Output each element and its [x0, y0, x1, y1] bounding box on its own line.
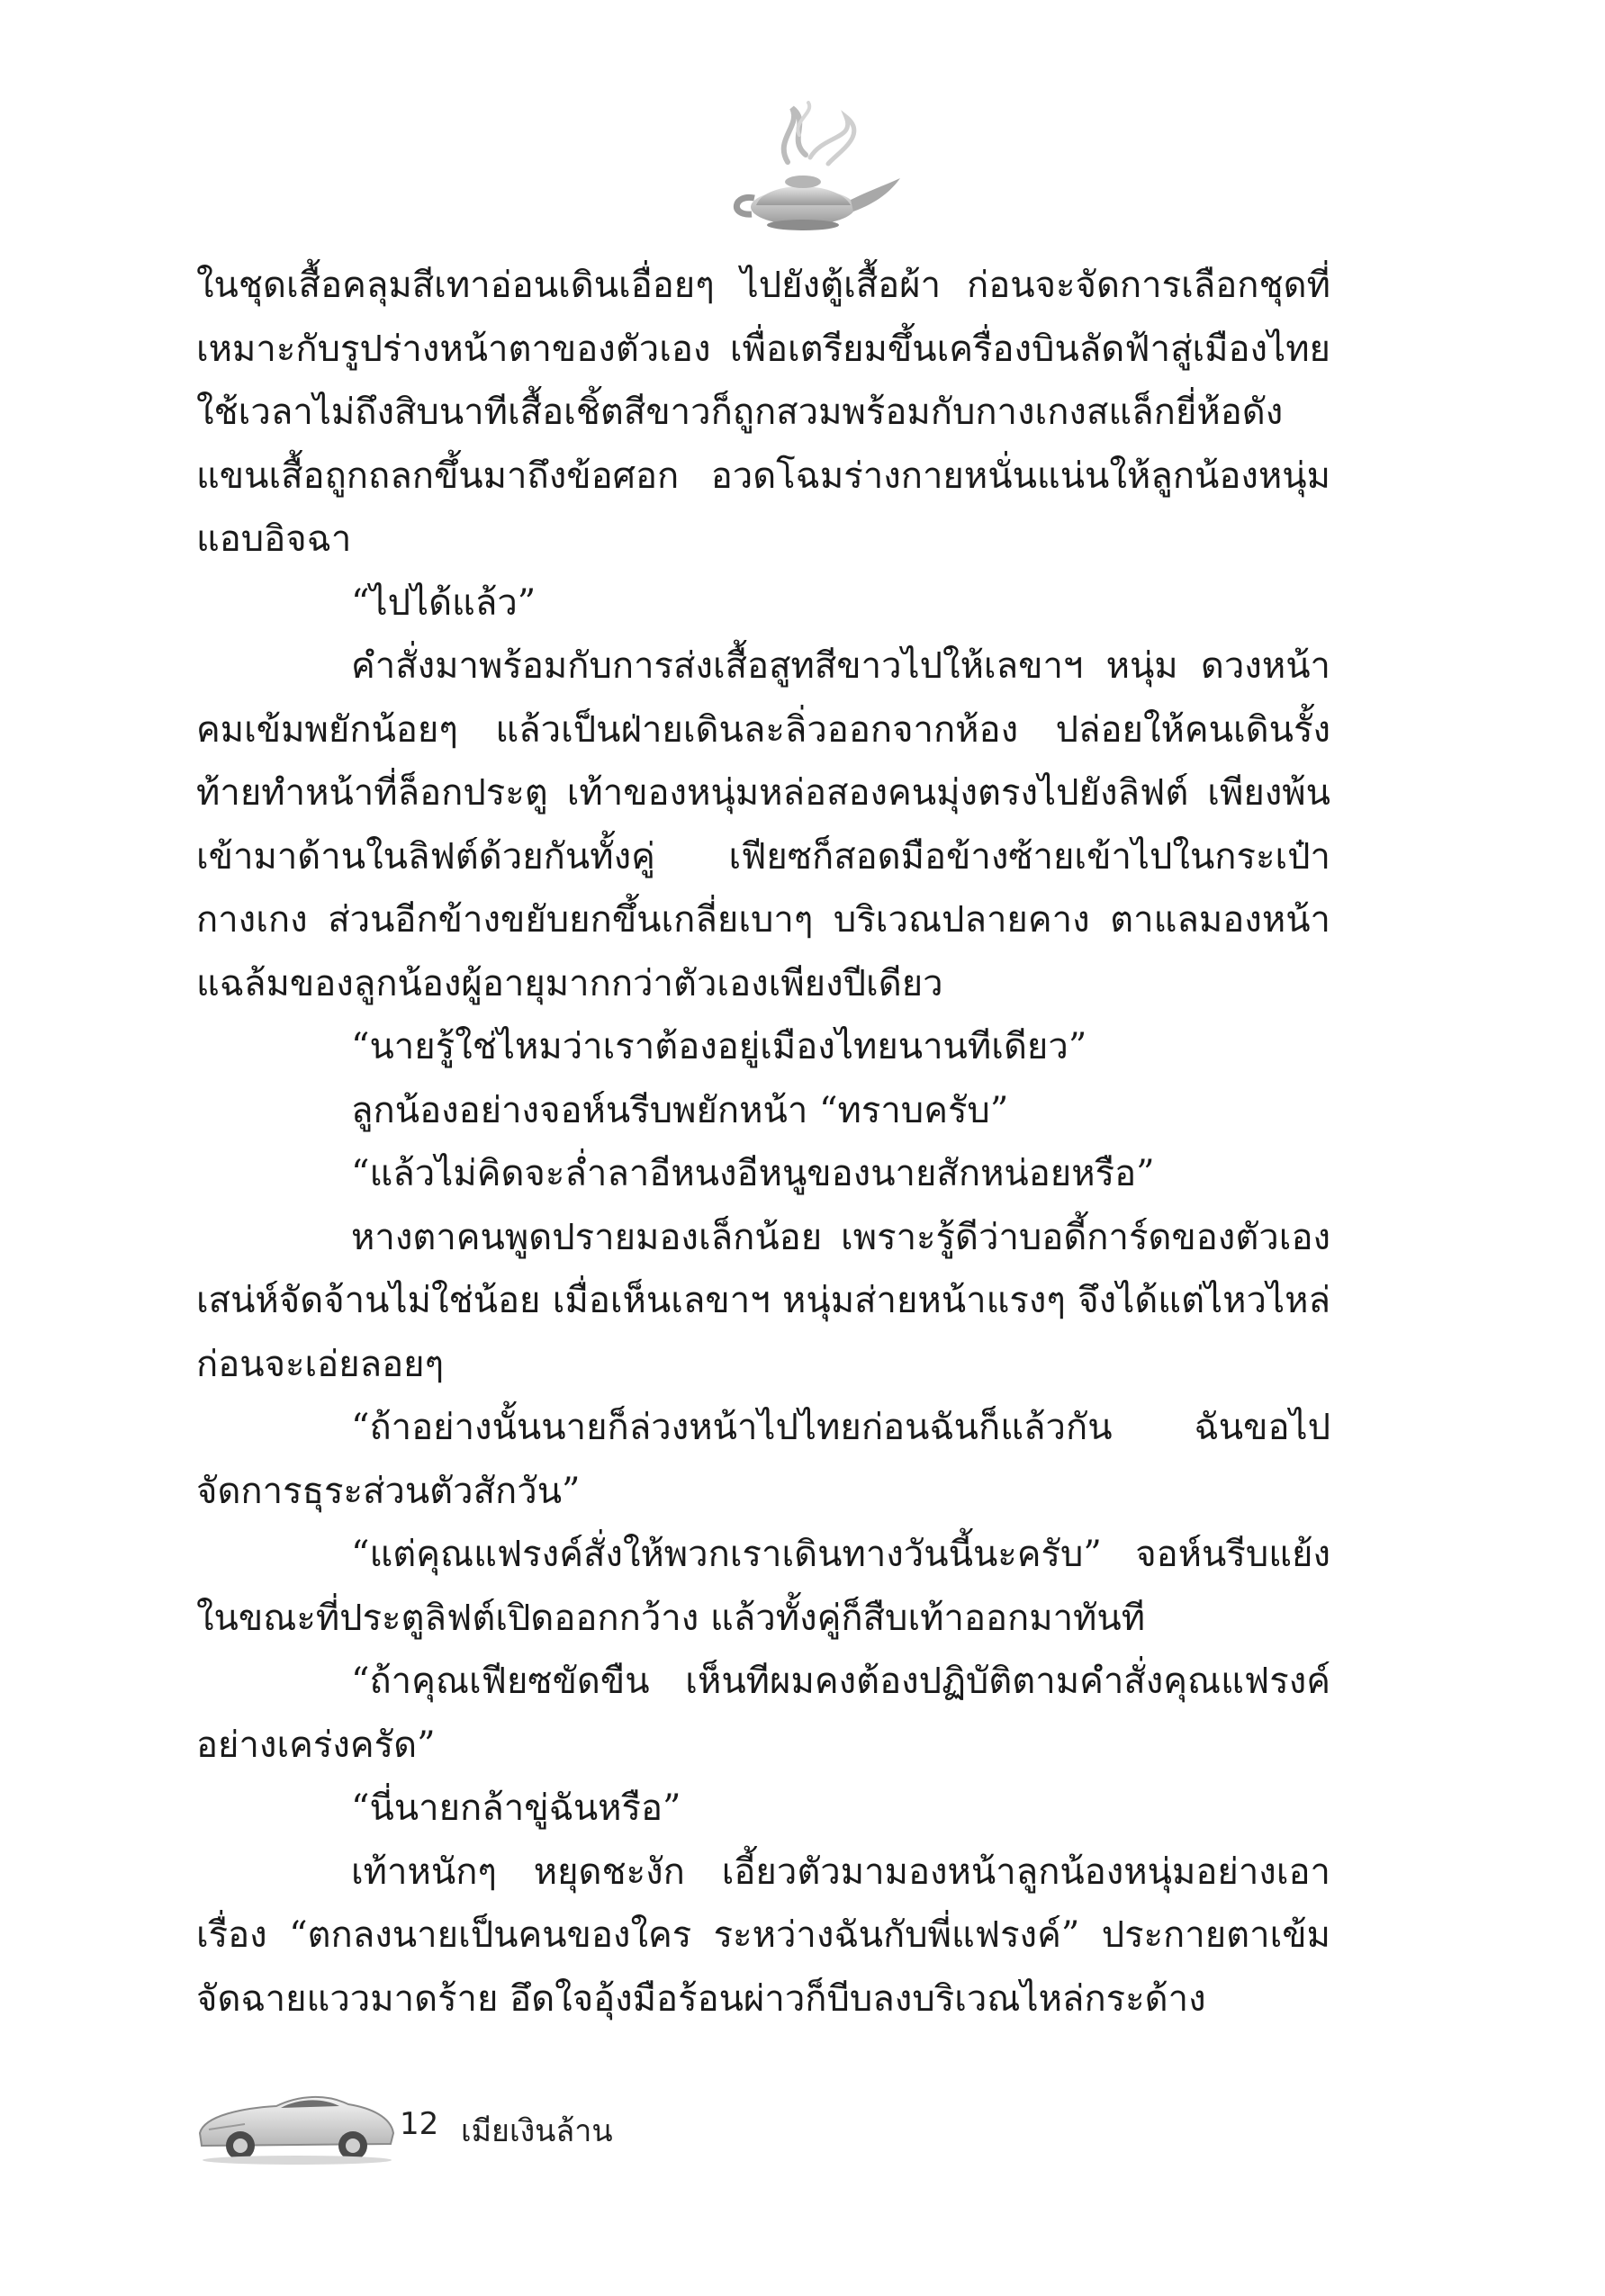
- paragraph: ลูกน้องอย่างจอห์นรีบพยักหน้า “ทราบครับ”: [351, 1089, 1009, 1131]
- paragraph: เท้าหนักๆ หยุดชะงัก เอี้ยวตัวมามองหน้าลูกน้องหนุ่มอย่างเอาเรื่อง “ตกลงนายเป็นคนของใคร ระหว่างฉันกับพี่แฟรงค์” ประกายตาเข้มจัดฉายแววมาดร้าย อึดใจอุ้งมือร้อนผ่าวก็บีบลงบริเวณไหล่กระด้าง: [196, 1850, 1330, 2020]
- paragraph: “ถ้าอย่างนั้นนายก็ล่วงหน้าไปไทยก่อนฉันก็แล้วกัน ฉันขอไปจัดการธุระส่วนตัวสักวัน”: [196, 1407, 1330, 1512]
- paragraph: “ถ้าคุณเฟียซขัดขืน เห็นทีผมคงต้องปฏิบัติตามคำสั่งคุณแฟรงค์อย่างเคร่งครัด”: [196, 1661, 1330, 1766]
- paragraph: ในชุดเสื้อคลุมสีเทาอ่อนเดินเอื่อยๆ ไปยังตู้เสื้อผ้า ก่อนจะจัดการเลือกชุดที่เหมาะกับรูปร่างหน้าตาของตัวเอง เพื่อเตรียมขึ้นเครื่องบินลัดฟ้าสู่เมืองไทย ใช้เวลาไม่ถึงสิบนาทีเสื้อเชิ้ตสีขาวก็ถูกสวมพร้อมกับกางเกงสแล็กยี่ห้อดัง แขนเสื้อถูกถลกขึ้นมาถึงข้อศอก อวดโฉมร่างกายหนั่นแน่นให้ลูกน้องหนุ่มแอบอิจฉา: [196, 265, 1330, 560]
- page-number: 12: [400, 2106, 439, 2142]
- paragraph: คำสั่งมาพร้อมกับการส่งเสื้อสูทสีขาวไปให้เลขาฯ หนุ่ม ดวงหน้าคมเข้มพยักน้อยๆ แล้วเป็นฝ่ายเดินละลิ่วออกจากห้อง ปล่อยให้คนเดินรั้งท้ายทำหน้าที่ล็อกประตู เท้าของหนุ่มหล่อสองคนมุ่งตรงไปยังลิฟต์ เพียงพ้นเข้ามาด้านในลิฟต์ด้วยกันทั้งคู่ เฟียซก็สอดมือข้างซ้ายเข้าไปในกระเป๋ากางเกง ส่วนอีกข้างขยับยกขึ้นเกลี่ยเบาๆ บริเวณปลายคาง ตาแลมองหน้าแฉล้มของลูกน้องผู้อายุมากกว่าตัวเองเพียงปีเดียว: [196, 645, 1330, 1004]
- body-text: [196, 254, 1330, 2030]
- paragraph: “นี่นายกล้าขู่ฉันหรือ”: [351, 1787, 681, 1829]
- paragraph: “แล้วไม่คิดจะล่ำลาอีหนงอีหนูของนายสักหน่อยหรือ”: [351, 1153, 1155, 1194]
- car-icon: [191, 2070, 398, 2169]
- book-title: เมียเงินล้าน: [461, 2113, 613, 2149]
- paragraph: “แต่คุณแฟรงค์สั่งให้พวกเราเดินทางวันนี้นะครับ” จอห์นรีบแย้งในขณะที่ประตูลิฟต์เปิดออกกว้าง แล้วทั้งคู่ก็สืบเท้าออกมาทันที: [196, 1534, 1330, 1639]
- paragraph: หางตาคนพูดปรายมองเล็กน้อย เพราะรู้ดีว่าบอดี้การ์ดของตัวเองเสน่ห์จัดจ้านไม่ใช่น้อย เมื่อเห็นเลขาฯ หนุ่มส่ายหน้าแรงๆ จึงได้แต่ไหวไหล่ ก่อนจะเอ่ยลอยๆ: [196, 1216, 1330, 1385]
- paragraph: “ไปได้แล้ว”: [351, 581, 537, 624]
- paragraph: “นายรู้ใช่ไหมว่าเราต้องอยู่เมืองไทยนานทีเดียว”: [351, 1026, 1087, 1067]
- genie-lamp-icon: [702, 99, 909, 234]
- page-footer: [191, 2070, 821, 2169]
